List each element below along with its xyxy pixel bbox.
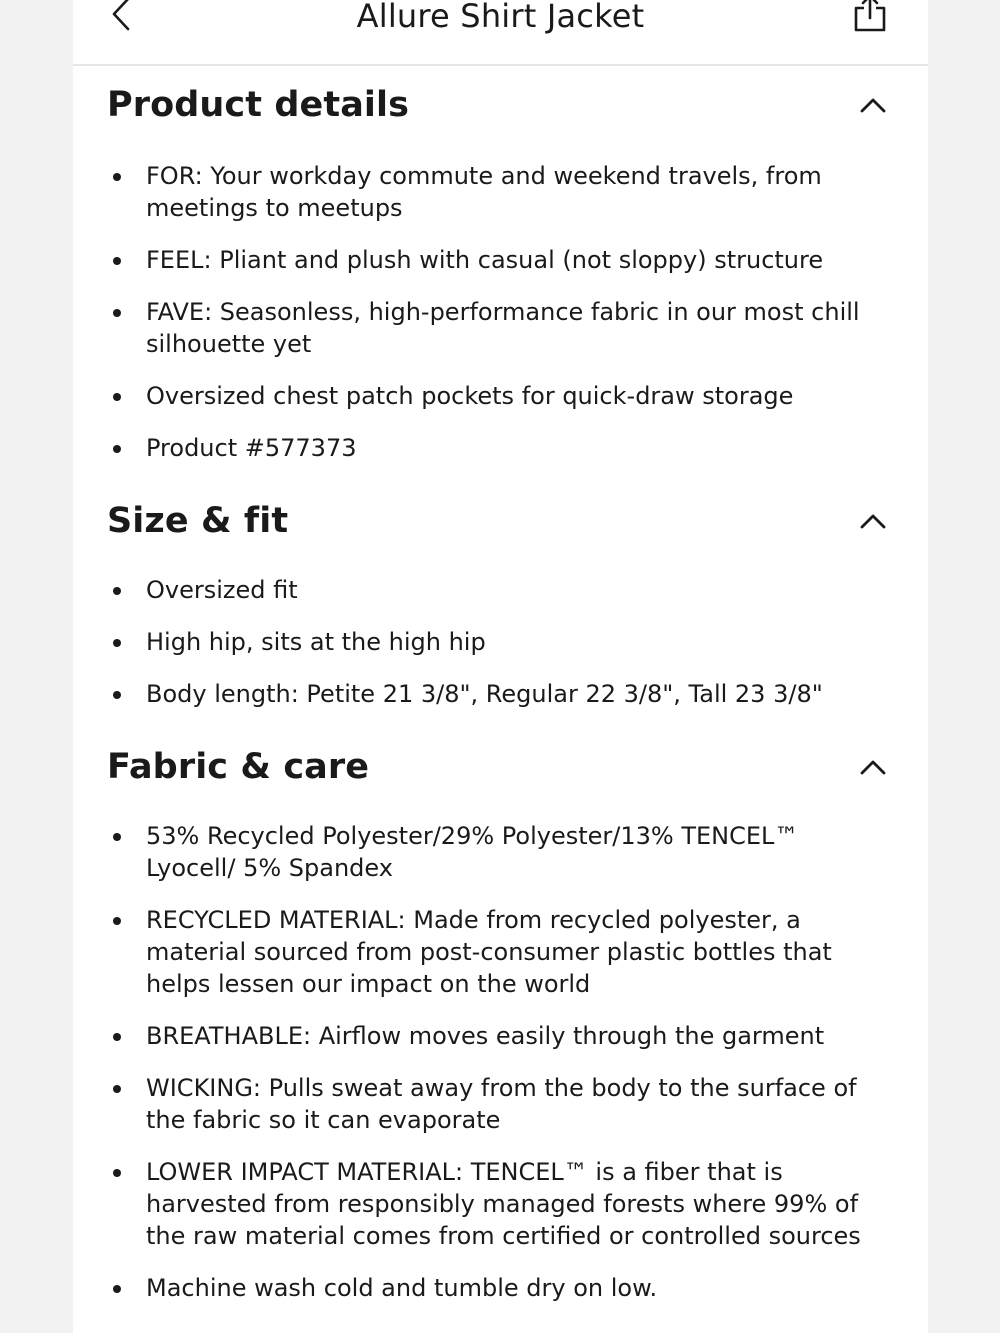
chevron-up-icon xyxy=(856,750,890,784)
fabric-care-list xyxy=(107,820,894,1304)
section-title: Fabric & care xyxy=(107,747,370,787)
fabric-care-header[interactable] xyxy=(107,730,894,804)
list-item: BREATHABLE: Airflow moves easily through the garment xyxy=(107,1020,894,1052)
list-item: FAVE: Seasonless, high-performance fabric in our most chill silhouette yet xyxy=(107,296,894,360)
chevron-up-icon xyxy=(856,88,890,122)
list-item: Machine wash cold and tumble dry on low. xyxy=(107,1272,894,1304)
product-details-header[interactable] xyxy=(107,68,894,142)
list-item: WICKING: Pulls sweat away from the body to the surface of the fabric so it can evaporate xyxy=(107,1072,894,1136)
list-item: LOWER IMPACT MATERIAL: TENCEL™ is a fiber that is harvested from responsibly managed forests where 99% of the raw material comes from certified or controlled sources xyxy=(107,1156,894,1252)
share-icon xyxy=(852,0,888,33)
top-bar xyxy=(73,0,928,66)
list-item: Body length: Petite 21 3/8", Regular 22 3/8", Tall 23 3/8" xyxy=(107,678,894,710)
list-item: FOR: Your workday commute and weekend travels, from meetings to meetups xyxy=(107,160,894,224)
fabric-care-section xyxy=(73,730,928,1304)
product-details-section xyxy=(73,68,928,464)
list-item: RECYCLED MATERIAL: Made from recycled polyester, a material sourced from post-consumer plastic bottles that helps lessen our impact on the world xyxy=(107,904,894,1000)
size-fit-section xyxy=(73,484,928,710)
list-item: High hip, sits at the high hip xyxy=(107,626,894,658)
size-fit-list xyxy=(107,574,894,710)
section-title: Product details xyxy=(107,85,410,125)
share-button[interactable] xyxy=(850,0,890,36)
product-detail-page xyxy=(73,0,928,1333)
list-item: 53% Recycled Polyester/29% Polyester/13% TENCEL™ Lyocell/ 5% Spandex xyxy=(107,820,894,884)
chevron-up-icon xyxy=(856,504,890,538)
list-item: Product #577373 xyxy=(107,432,894,464)
size-fit-header[interactable] xyxy=(107,484,894,558)
list-item: Oversized fit xyxy=(107,574,894,606)
page-title: Allure Shirt Jacket xyxy=(356,0,645,35)
list-item: FEEL: Pliant and plush with casual (not sloppy) structure xyxy=(107,244,894,276)
product-details-list xyxy=(107,160,894,464)
list-item: Oversized chest patch pockets for quick-draw storage xyxy=(107,380,894,412)
section-title: Size & fit xyxy=(107,501,289,541)
